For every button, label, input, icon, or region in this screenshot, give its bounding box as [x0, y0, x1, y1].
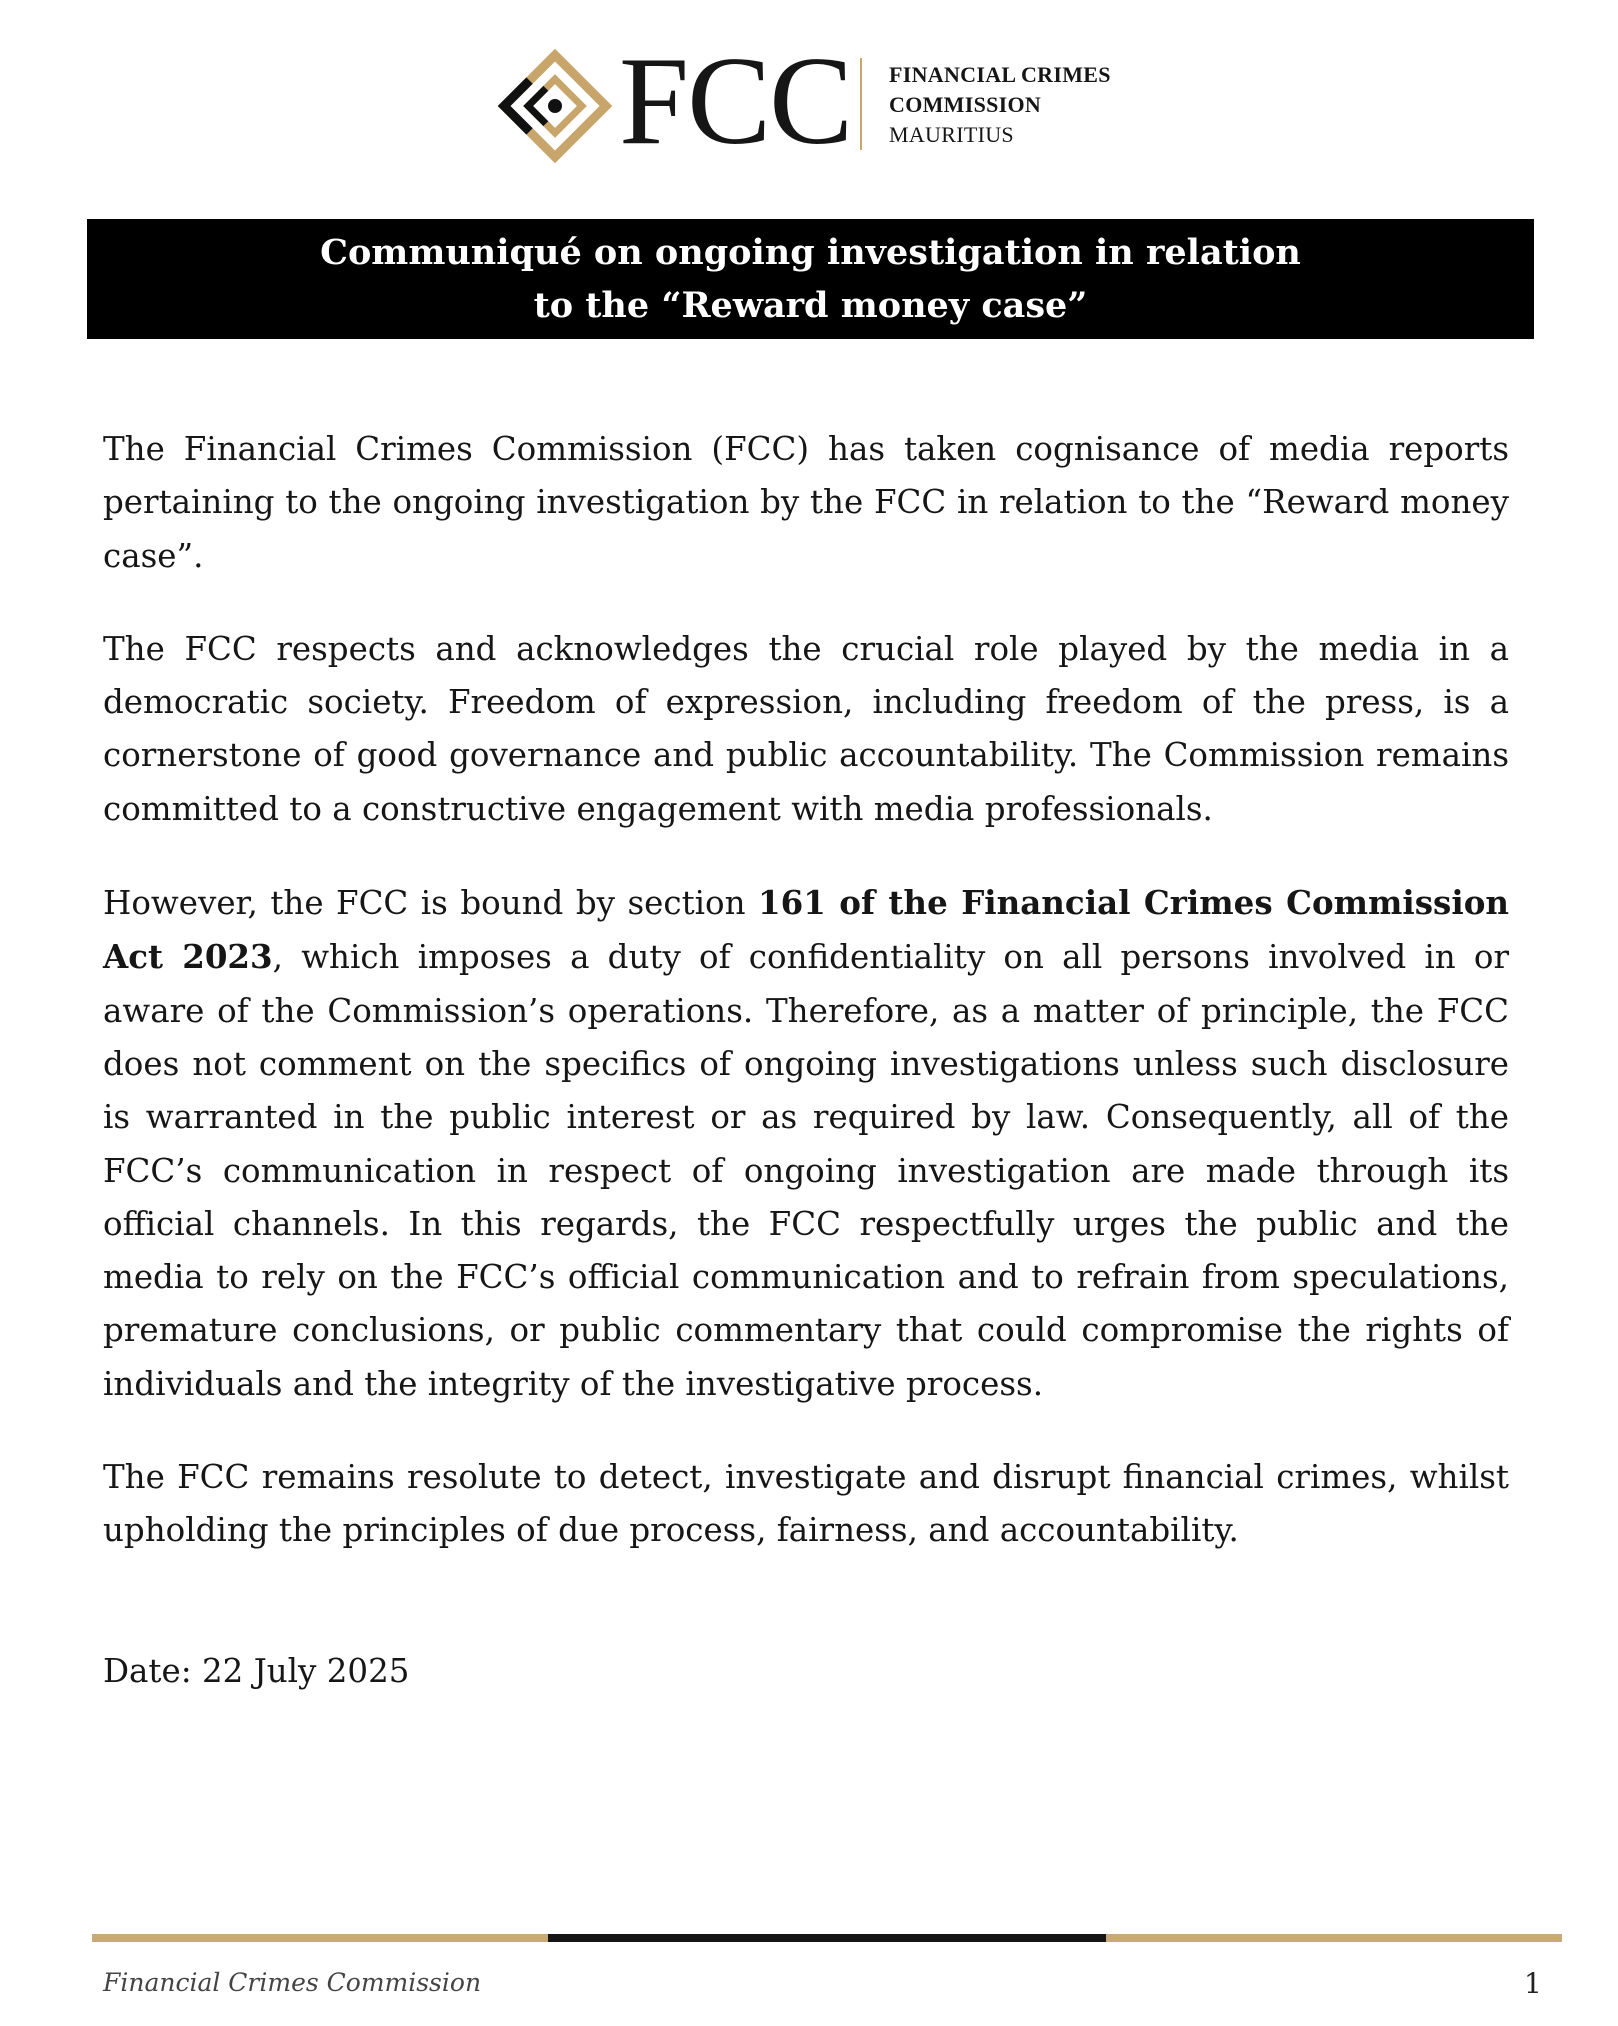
paragraph-3-rest: , which imposes a duty of confidentiality on all persons involved in or aware of the Commission’s operations. Therefore, as a matter of principle, the FCC does not comment on the specifics of ongoing investigations unless such disclosure is warranted in the public interest or as required by law. Consequently, all of the FCC’s communication in respect of ongoing investigation are made through its official channels. In this regards, the FCC respectfully urges the public and the media to rely on the FCC’s official communication and to refrain from speculations, premature conclusions, or public commentary that could compromise the rights of individuals and the integrity of the investigative process. [103, 938, 1509, 1403]
title-line1: Communiqué on ongoing investigation in relation [320, 232, 1301, 273]
date-line: Date: 22 July 2025 [103, 1652, 410, 1690]
paragraph-4: The FCC remains resolute to detect, investigate and disrupt financial crimes, whilst upholding the principles of due process, fairness, and accountability. [103, 1458, 1509, 1550]
logo-wordmark: FCC [619, 32, 852, 171]
title-line2: to the “Reward money case” [533, 285, 1088, 326]
footer-org-name: Financial Crimes Commission [103, 1968, 482, 1997]
paragraph-3-intro: However, the FCC is bound by section [103, 884, 759, 923]
org-name-line2: COMMISSION [889, 92, 1042, 117]
logo-divider [860, 58, 862, 150]
footer-rule-left [92, 1934, 548, 1942]
paragraph-2: The FCC respects and acknowledges the crucial role played by the media in a democratic society. Freedom of expression, including freedom of the press, is a cornerstone of good governance and public accountability. The Commission remains committed to a constructive engagement with media professionals. [103, 629, 1509, 828]
fcc-diamond-logo-icon [495, 46, 615, 166]
org-name-line1: FINANCIAL CRIMES [889, 62, 1111, 87]
header-logo [495, 32, 1135, 171]
communique-body [103, 423, 1509, 1598]
org-name-line3: MAURITIUS [889, 122, 1014, 147]
paragraph-1: The Financial Crimes Commission (FCC) has taken cognisance of media reports pertaining to the ongoing investigation by the FCC in relation to the “Reward money case”. [103, 430, 1509, 575]
page-number: 1 [1524, 1967, 1542, 2000]
act-reference: 161 of the Financial Crimes Commission Act 2023 [103, 883, 1509, 977]
footer-rule-middle [548, 1934, 1106, 1942]
paragraph-3 [103, 876, 1509, 1411]
logo-org-name [889, 60, 1111, 150]
title-banner [87, 219, 1534, 339]
footer-rule-right [1106, 1934, 1562, 1942]
